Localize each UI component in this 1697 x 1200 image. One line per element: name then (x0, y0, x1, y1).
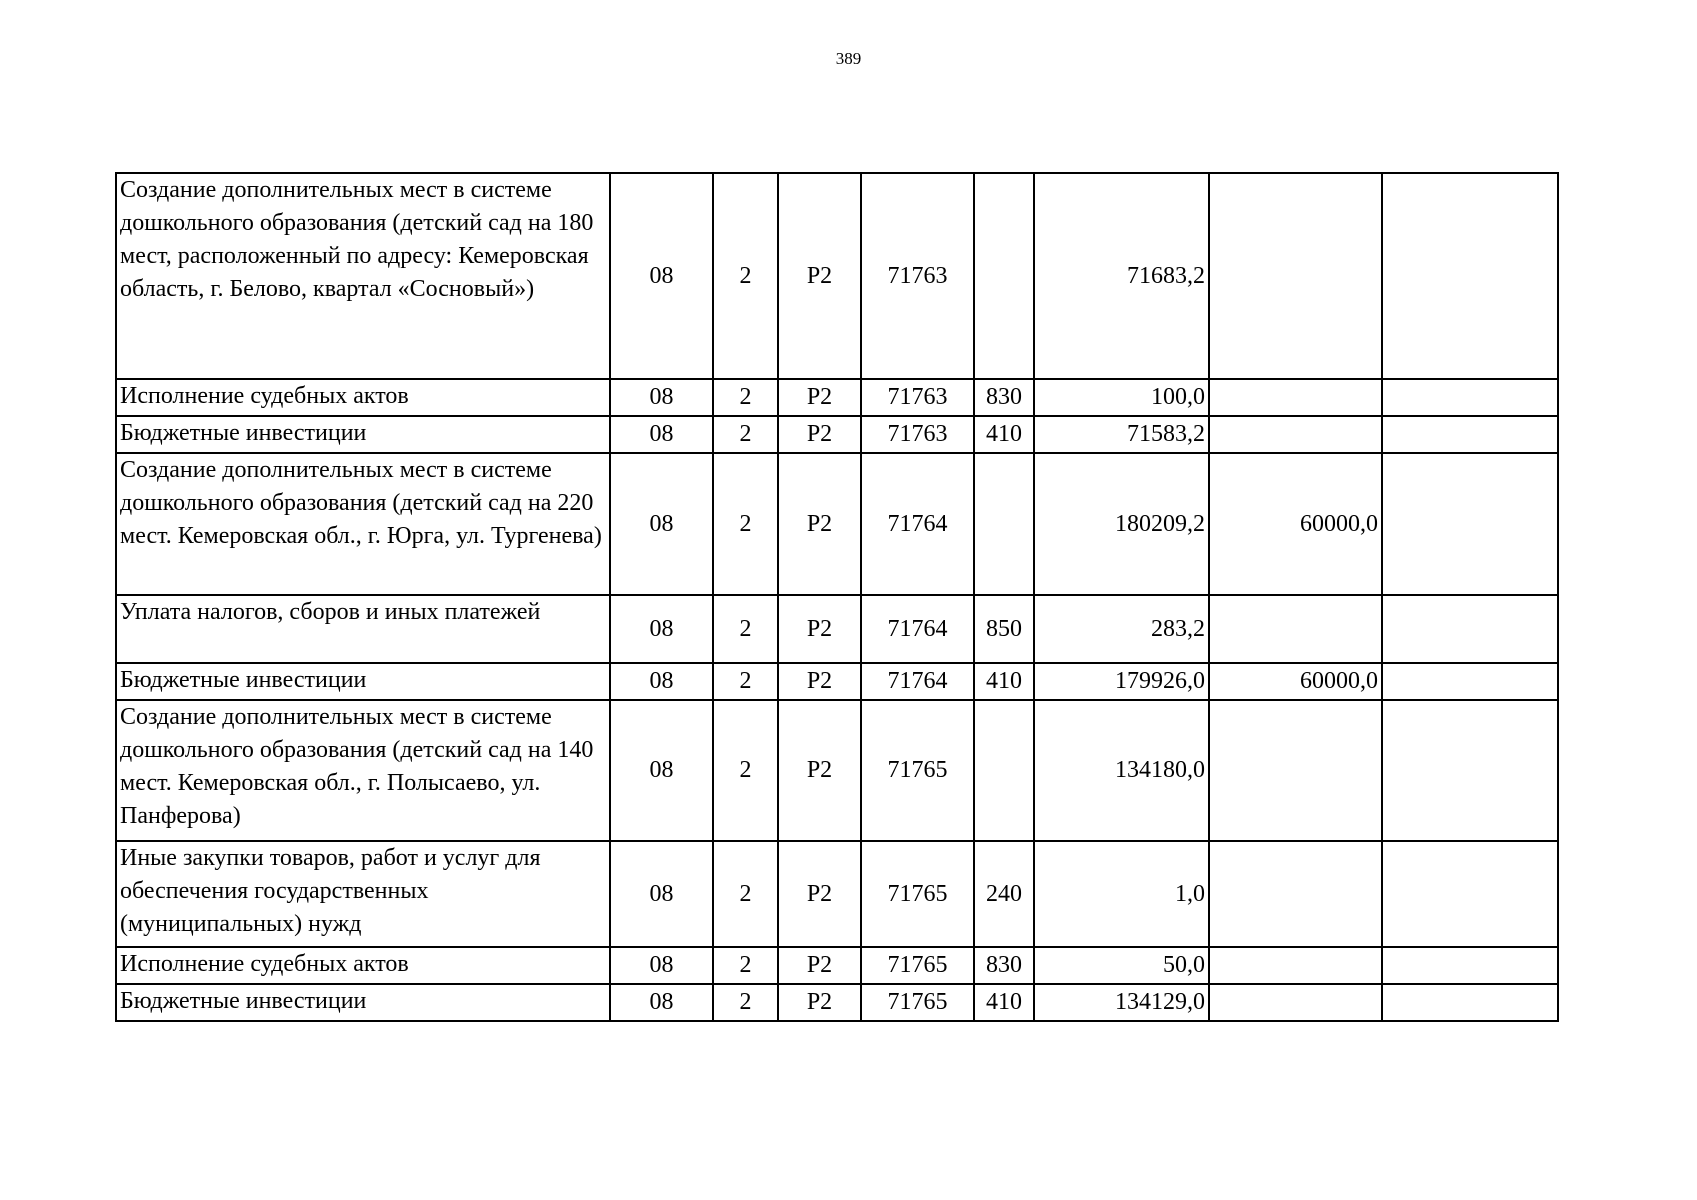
amount-3 (1382, 984, 1558, 1021)
target-code: 71765 (861, 700, 974, 841)
amount-1: 71583,2 (1034, 416, 1209, 453)
program-code: 2 (713, 453, 778, 595)
section-code: 08 (610, 595, 713, 663)
amount-2 (1209, 595, 1382, 663)
amount-3 (1382, 947, 1558, 984)
target-code: 71764 (861, 453, 974, 595)
amount-2 (1209, 379, 1382, 416)
row-name: Иные закупки товаров, работ и услуг для обеспечения государственных (муниципальных) нужд (116, 841, 610, 947)
table-row (116, 841, 1558, 947)
amount-1: 134129,0 (1034, 984, 1209, 1021)
amount-2: 60000,0 (1209, 453, 1382, 595)
amount-3 (1382, 595, 1558, 663)
table-row (116, 947, 1558, 984)
project-code: P2 (778, 173, 861, 379)
section-code: 08 (610, 453, 713, 595)
section-code: 08 (610, 663, 713, 700)
amount-1: 100,0 (1034, 379, 1209, 416)
expense-type-code: 410 (974, 416, 1034, 453)
program-code: 2 (713, 663, 778, 700)
section-code: 08 (610, 841, 713, 947)
amount-2 (1209, 947, 1382, 984)
section-code: 08 (610, 173, 713, 379)
project-code: P2 (778, 595, 861, 663)
program-code: 2 (713, 700, 778, 841)
expense-type-code (974, 700, 1034, 841)
amount-1: 1,0 (1034, 841, 1209, 947)
amount-1: 71683,2 (1034, 173, 1209, 379)
expense-type-code: 850 (974, 595, 1034, 663)
amount-3 (1382, 416, 1558, 453)
target-code: 71764 (861, 663, 974, 700)
section-code: 08 (610, 416, 713, 453)
row-name: Уплата налогов, сборов и иных платежей (116, 595, 610, 663)
amount-2 (1209, 173, 1382, 379)
budget-table (115, 172, 1559, 1022)
target-code: 71763 (861, 173, 974, 379)
row-name: Создание дополнительных мест в системе дошкольного образования (детский сад на 140 мест. Кемеровская обл., г. Полысаево, ул. Панферова) (116, 700, 610, 841)
project-code: P2 (778, 841, 861, 947)
amount-2 (1209, 841, 1382, 947)
program-code: 2 (713, 984, 778, 1021)
expense-type-code: 410 (974, 984, 1034, 1021)
expense-type-code: 830 (974, 947, 1034, 984)
table-row (116, 700, 1558, 841)
target-code: 71765 (861, 947, 974, 984)
expense-type-code: 410 (974, 663, 1034, 700)
expense-type-code: 240 (974, 841, 1034, 947)
amount-2 (1209, 700, 1382, 841)
row-name: Исполнение судебных актов (116, 947, 610, 984)
target-code: 71764 (861, 595, 974, 663)
amount-1: 283,2 (1034, 595, 1209, 663)
amount-2 (1209, 984, 1382, 1021)
row-name: Бюджетные инвестиции (116, 416, 610, 453)
amount-3 (1382, 663, 1558, 700)
project-code: P2 (778, 453, 861, 595)
project-code: P2 (778, 379, 861, 416)
program-code: 2 (713, 416, 778, 453)
table-row (116, 416, 1558, 453)
amount-3 (1382, 379, 1558, 416)
amount-1: 50,0 (1034, 947, 1209, 984)
row-name: Исполнение судебных актов (116, 379, 610, 416)
row-name: Создание дополнительных мест в системе дошкольного образования (детский сад на 220 мест. Кемеровская обл., г. Юрга, ул. Тургенева) (116, 453, 610, 595)
project-code: P2 (778, 947, 861, 984)
amount-3 (1382, 841, 1558, 947)
program-code: 2 (713, 173, 778, 379)
table-row (116, 379, 1558, 416)
row-name: Бюджетные инвестиции (116, 663, 610, 700)
table-row (116, 173, 1558, 379)
amount-1: 134180,0 (1034, 700, 1209, 841)
table-row (116, 663, 1558, 700)
target-code: 71763 (861, 379, 974, 416)
section-code: 08 (610, 379, 713, 416)
project-code: P2 (778, 984, 861, 1021)
amount-3 (1382, 453, 1558, 595)
expense-type-code (974, 453, 1034, 595)
program-code: 2 (713, 841, 778, 947)
expense-type-code (974, 173, 1034, 379)
amount-2: 60000,0 (1209, 663, 1382, 700)
section-code: 08 (610, 700, 713, 841)
table-row (116, 453, 1558, 595)
section-code: 08 (610, 984, 713, 1021)
target-code: 71765 (861, 984, 974, 1021)
page-number: 389 (835, 49, 862, 68)
target-code: 71765 (861, 841, 974, 947)
table-row (116, 984, 1558, 1021)
table-row (116, 595, 1558, 663)
program-code: 2 (713, 595, 778, 663)
target-code: 71763 (861, 416, 974, 453)
row-name: Бюджетные инвестиции (116, 984, 610, 1021)
project-code: P2 (778, 663, 861, 700)
program-code: 2 (713, 379, 778, 416)
row-name: Создание дополнительных мест в системе дошкольного образования (детский сад на 180 мест, расположенный по адресу: Кемеровская область, г. Белово, квартал «Сосновый») (116, 173, 610, 379)
amount-1: 180209,2 (1034, 453, 1209, 595)
project-code: P2 (778, 700, 861, 841)
expense-type-code: 830 (974, 379, 1034, 416)
amount-3 (1382, 173, 1558, 379)
program-code: 2 (713, 947, 778, 984)
section-code: 08 (610, 947, 713, 984)
project-code: P2 (778, 416, 861, 453)
amount-2 (1209, 416, 1382, 453)
amount-1: 179926,0 (1034, 663, 1209, 700)
amount-3 (1382, 700, 1558, 841)
